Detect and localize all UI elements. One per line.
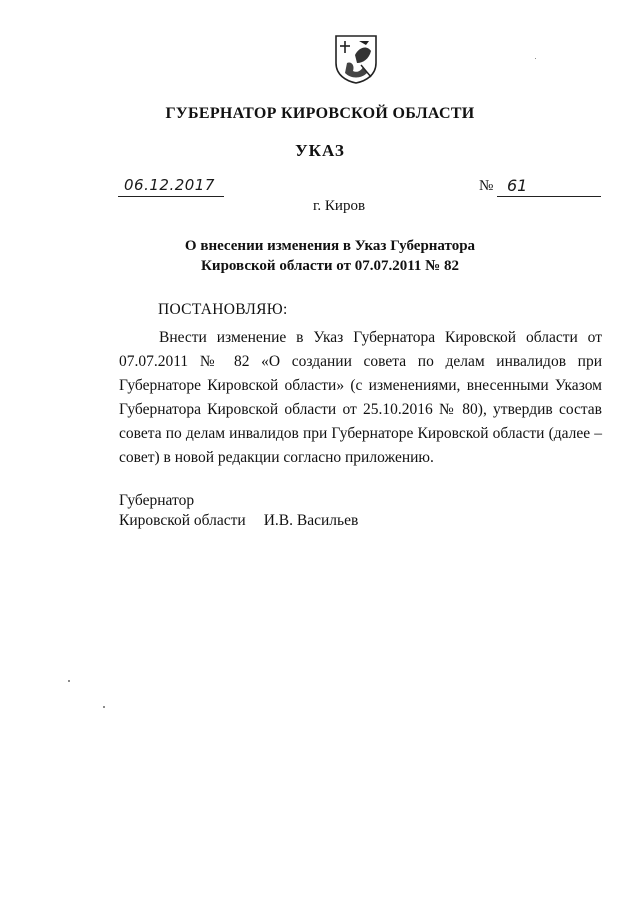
document-subject: [0, 236, 640, 276]
scan-speck: [535, 58, 536, 59]
scan-speck: [103, 706, 105, 708]
signatory-region: Кировской области: [119, 512, 246, 529]
signatory-name: И.В. Васильев: [263, 512, 359, 529]
handwritten-date: 06.12.2017: [124, 176, 215, 194]
document-type: УКАЗ: [295, 141, 345, 160]
body-paragraph: Внести изменение в Указ Губернатора Кировской области от 07.07.2011 № 82 «О создании совета по делам инвалидов при Губернаторе Кировской области» (с изменениями, внесенными Указом Губернатора Кировской области от 25.10.2016 № 80), утвердив состав совета по делам инвалидов при Губернаторе Кировской области (далее – совет) в новой редакции согласно приложению.: [119, 329, 602, 466]
issuing-authority: ГУБЕРНАТОР КИРОВСКОЙ ОБЛАСТИ: [165, 105, 475, 122]
number-label: №: [479, 178, 494, 194]
handwritten-number: 61: [507, 176, 528, 195]
kirov-oblast-coat-of-arms-icon: [333, 33, 379, 85]
signature-block: [119, 491, 358, 531]
scan-speck: [68, 680, 70, 682]
subject-line-1: О внесении изменения в Указ Губернатора: [184, 238, 476, 254]
subject-line-2: Кировской области от 07.07.2011 № 82: [201, 258, 459, 274]
date-field: [118, 176, 224, 197]
number-field: [497, 176, 601, 197]
signatory-title-line-1: Губернатор: [119, 492, 195, 509]
signatory-title-line-2: [119, 511, 358, 531]
city-label: г. Киров: [312, 198, 366, 214]
decree-heading: ПОСТАНОВЛЯЮ:: [158, 301, 288, 318]
